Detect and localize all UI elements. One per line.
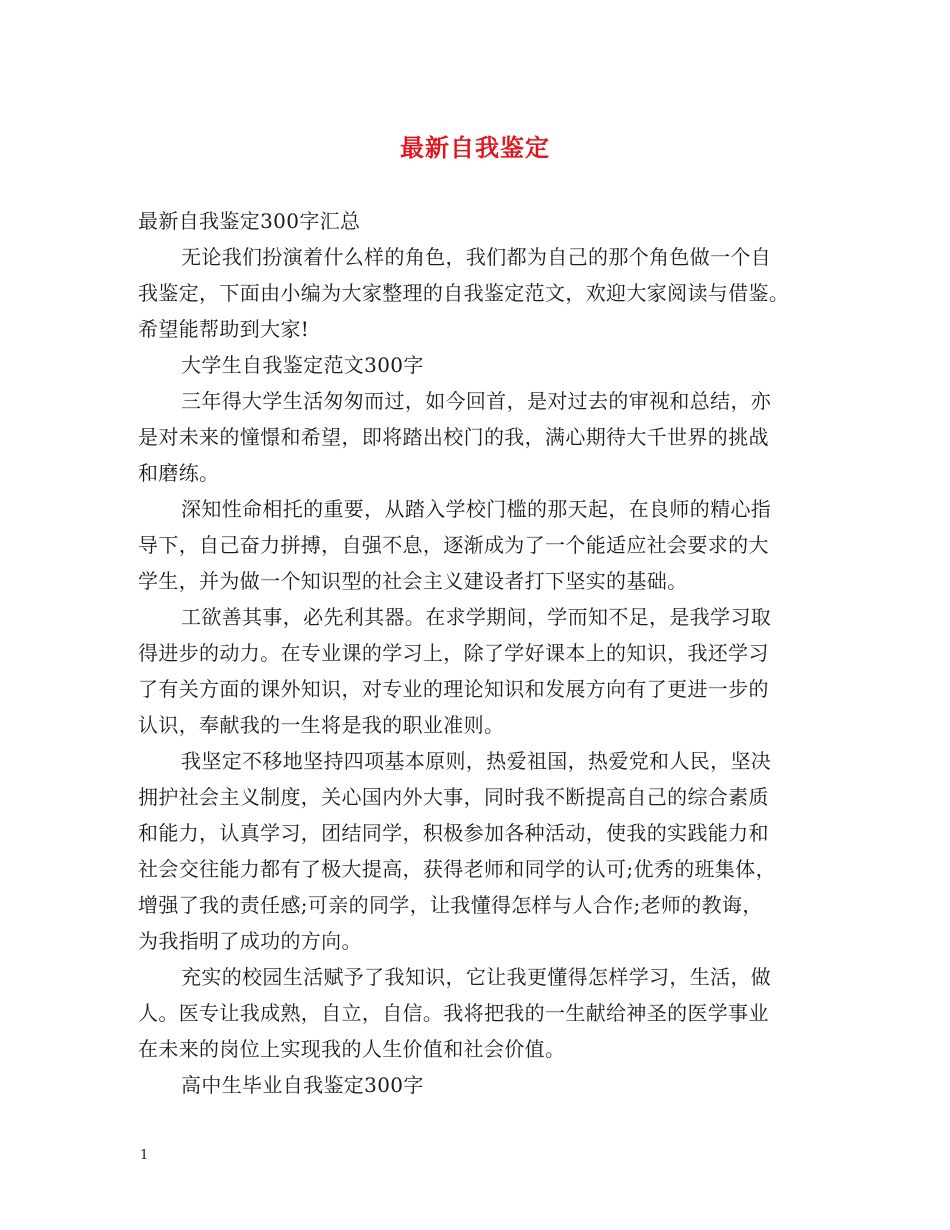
text-line: 为我指明了成功的方向。 [138, 929, 362, 953]
text-line: 人。医专让我成熟，自立，自信。我将把我的一生献给神圣的医学事业 [138, 1001, 769, 1025]
text-line: 是对未来的憧憬和希望，即将踏出校门的我，满心期待大千世界的挑战 [138, 425, 769, 449]
text-line: 三年得大学生活匆匆而过，如今回首，是对过去的审视和总结，亦 [181, 389, 772, 413]
text-line: 拥护社会主义制度，关心国内外大事，同时我不断提高自己的综合素质 [138, 785, 769, 809]
text-line: 得进步的动力。在专业课的学习上，除了学好课本上的知识，我还学习 [138, 641, 769, 665]
text-line: 和能力，认真学习，团结同学，积极参加各种活动，使我的实践能力和 [138, 821, 769, 845]
text-line: 大学生自我鉴定范文300字 [181, 353, 424, 377]
text-line: 我坚定不移地坚持四项基本原则，热爱祖国，热爱党和人民，坚决 [181, 749, 772, 773]
text-line: 希望能帮助到大家! [138, 317, 310, 341]
text-line: 在未来的岗位上实现我的人生价值和社会价值。 [138, 1037, 566, 1061]
page-number: 1 [140, 1148, 149, 1163]
text-line: 了有关方面的课外知识，对专业的理论知识和发展方向有了更进一步的 [138, 677, 769, 701]
document-body [138, 203, 826, 1103]
text-line: 导下，自己奋力拼搏，自强不息，逐渐成为了一个能适应社会要求的大 [138, 533, 769, 557]
text-line: 学生，并为做一个知识型的社会主义建设者打下坚实的基础。 [138, 569, 688, 593]
text-line: 高中生毕业自我鉴定300字 [181, 1073, 424, 1097]
text-line: 深知性命相托的重要，从踏入学校门槛的那天起，在良师的精心指 [181, 497, 772, 521]
text-line: 充实的校园生活赋予了我知识，它让我更懂得怎样学习，生活，做 [181, 965, 772, 989]
text-line: 工欲善其事，必先利其器。在求学期间，学而知不足，是我学习取 [181, 605, 772, 629]
text-line: 最新自我鉴定300字汇总 [138, 209, 361, 233]
text-line: 认识，奉献我的一生将是我的职业准则。 [138, 713, 505, 737]
document-title: 最新自我鉴定 [400, 133, 550, 162]
text-line: 社会交往能力都有了极大提高，获得老师和同学的认可;优秀的班集体， [138, 857, 776, 881]
text-line: 无论我们扮演着什么样的角色，我们都为自己的那个角色做一个自 [181, 245, 772, 269]
text-line: 我鉴定，下面由小编为大家整理的自我鉴定范文，欢迎大家阅读与借鉴。 [138, 281, 790, 305]
text-line: 和磨练。 [138, 461, 220, 485]
text-line: 增强了我的责任感;可亲的同学，让我懂得怎样与人合作;老师的教诲， [138, 893, 763, 917]
